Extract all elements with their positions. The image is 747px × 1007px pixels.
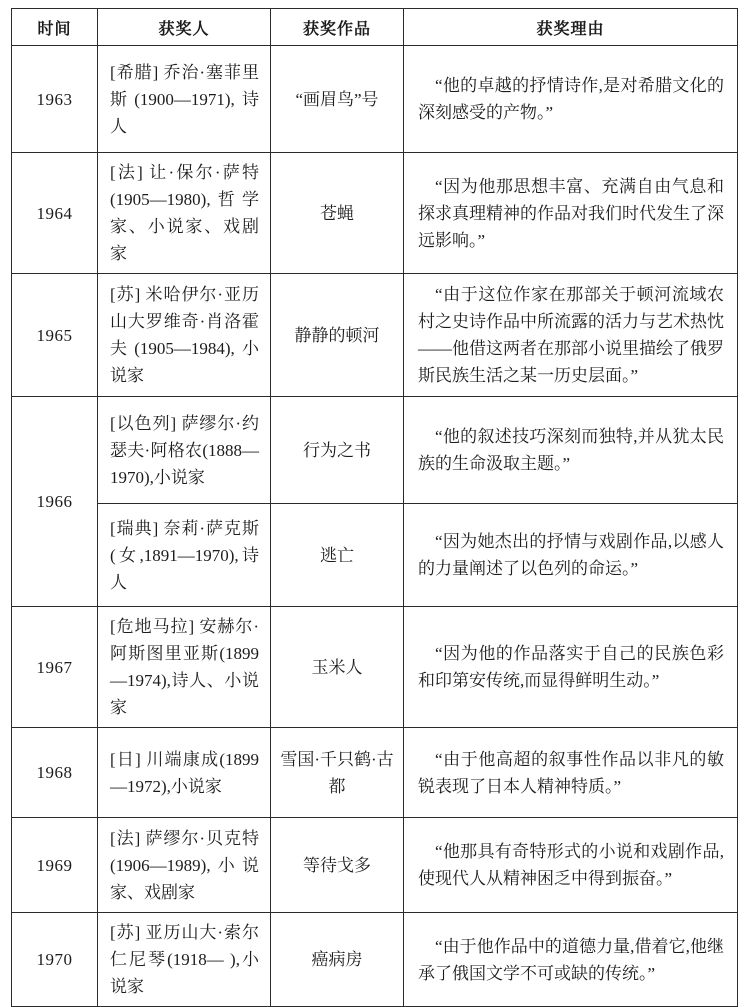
column-header-winner: 获奖人 xyxy=(98,9,271,46)
table-row xyxy=(12,913,738,1007)
work-cell: 玉米人 xyxy=(271,607,404,728)
table-row xyxy=(12,504,738,607)
winner-cell: [希腊] 乔治·塞菲里斯(1900—1971),诗人 xyxy=(98,46,271,153)
column-header-year: 时间 xyxy=(12,9,98,46)
work-cell: 癌病房 xyxy=(271,913,404,1007)
reason-cell: “他那具有奇特形式的小说和戏剧作品,使现代人从精神困乏中得到振奋。” xyxy=(404,818,738,913)
winner-cell: [法] 让·保尔·萨特(1905—1980),哲学家、小说家、戏剧家 xyxy=(98,153,271,274)
winner-cell: [以色列] 萨缪尔·约瑟夫·阿格农(1888—1970),小说家 xyxy=(98,397,271,504)
work-cell: 逃亡 xyxy=(271,504,404,607)
table-header xyxy=(12,9,738,46)
reason-cell: “由于这位作家在那部关于顿河流域农村之史诗作品中所流露的活力与艺术热忱——他借这两者在那部小说里描绘了俄罗斯民族生活之某一历史层面。” xyxy=(404,274,738,397)
work-cell: 静静的顿河 xyxy=(271,274,404,397)
reason-cell: “由于他高超的叙事性作品以非凡的敏锐表现了日本人精神特质。” xyxy=(404,728,738,818)
year-cell: 1967 xyxy=(12,607,98,728)
winner-cell: [瑞典] 奈莉·萨克斯(女,1891—1970),诗人 xyxy=(98,504,271,607)
year-cell-merged-1966: 1966 xyxy=(12,397,98,607)
winner-cell: [危地马拉] 安赫尔·阿斯图里亚斯(1899—1974),诗人、小说家 xyxy=(98,607,271,728)
year-cell: 1965 xyxy=(12,274,98,397)
reason-cell: “由于他作品中的道德力量,借着它,他继承了俄国文学不可或缺的传统。” xyxy=(404,913,738,1007)
header-row xyxy=(12,9,738,46)
year-cell: 1964 xyxy=(12,153,98,274)
table-row xyxy=(12,818,738,913)
winner-cell: [日] 川端康成(1899—1972),小说家 xyxy=(98,728,271,818)
reason-cell: “因为他那思想丰富、充满自由气息和探求真理精神的作品对我们时代发生了深远影响。” xyxy=(404,153,738,274)
nobel-laureates-table xyxy=(11,8,738,1007)
table-row xyxy=(12,397,738,504)
table-row xyxy=(12,46,738,153)
column-header-work: 获奖作品 xyxy=(271,9,404,46)
column-header-reason: 获奖理由 xyxy=(404,9,738,46)
winner-cell: [苏] 米哈伊尔·亚历山大罗维奇·肖洛霍夫(1905—1984),小说家 xyxy=(98,274,271,397)
year-cell: 1968 xyxy=(12,728,98,818)
work-cell: 行为之书 xyxy=(271,397,404,504)
reason-cell: “因为他的作品落实于自己的民族色彩和印第安传统,而显得鲜明生动。” xyxy=(404,607,738,728)
table-row xyxy=(12,728,738,818)
work-cell: 雪国·千只鹤·古都 xyxy=(271,728,404,818)
reason-cell: “他的叙述技巧深刻而独特,并从犹太民族的生命汲取主题。” xyxy=(404,397,738,504)
work-cell: 苍蝇 xyxy=(271,153,404,274)
table-body xyxy=(12,46,738,1007)
table-row xyxy=(12,153,738,274)
work-cell: 等待戈多 xyxy=(271,818,404,913)
year-cell: 1970 xyxy=(12,913,98,1007)
year-cell: 1969 xyxy=(12,818,98,913)
winner-cell: [苏] 亚历山大·索尔仁尼琴(1918— ),小说家 xyxy=(98,913,271,1007)
winner-cell: [法] 萨缪尔·贝克特(1906—1989),小说家、戏剧家 xyxy=(98,818,271,913)
year-cell: 1963 xyxy=(12,46,98,153)
reason-cell: “因为她杰出的抒情与戏剧作品,以感人的力量阐述了以色列的命运。” xyxy=(404,504,738,607)
table-row xyxy=(12,607,738,728)
table-row xyxy=(12,274,738,397)
reason-cell: “他的卓越的抒情诗作,是对希腊文化的深刻感受的产物。” xyxy=(404,46,738,153)
work-cell: “画眉鸟”号 xyxy=(271,46,404,153)
